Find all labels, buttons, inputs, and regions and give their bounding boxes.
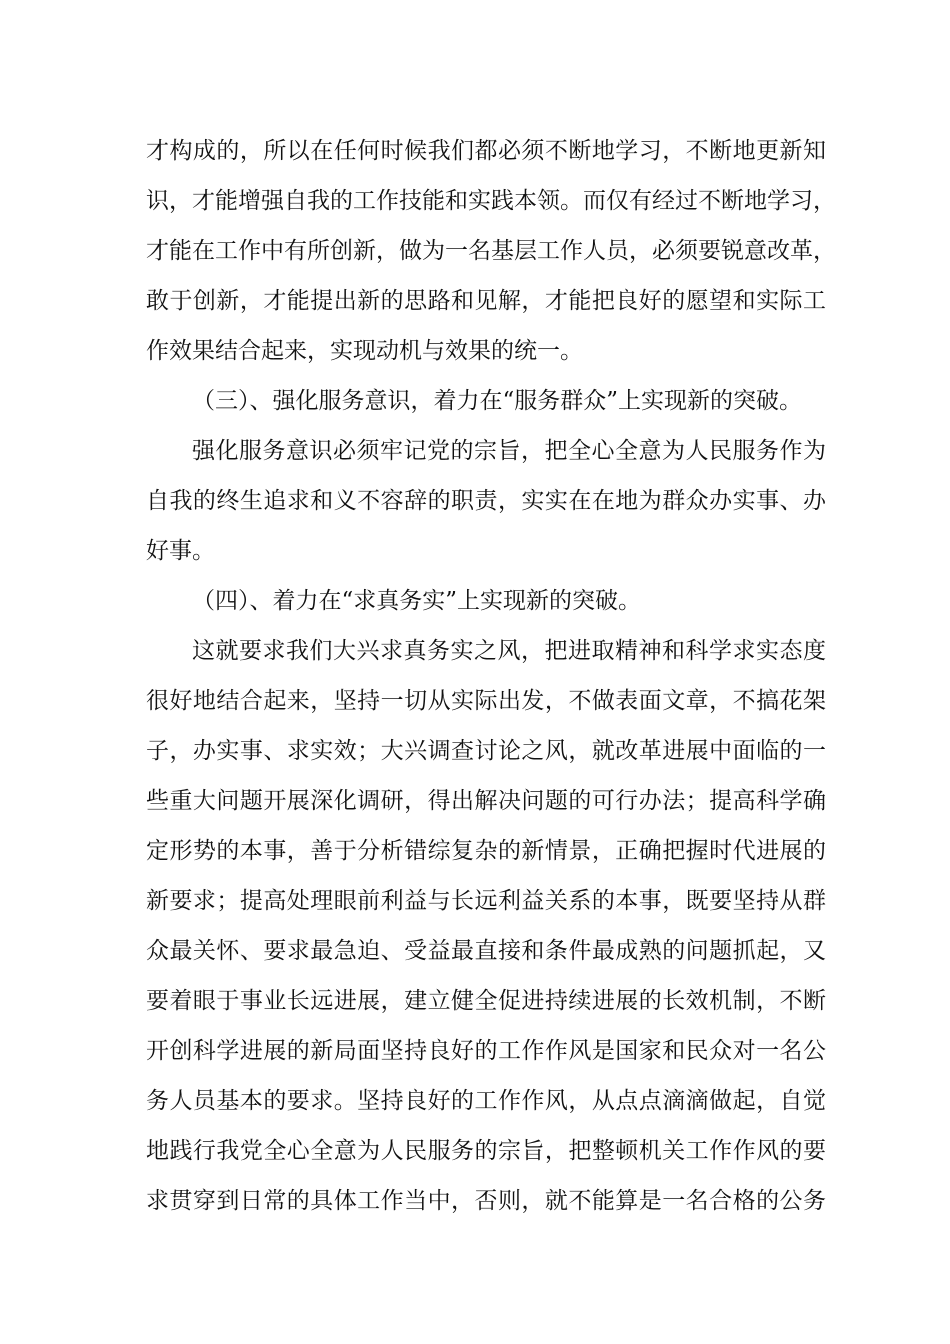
text-line: 务人员基本的要求。坚持良好的工作作风，从点点滴滴做起，自觉 bbox=[146, 1088, 826, 1114]
text-line: 识，才能增强自我的工作技能和实践本领。而仅有经过不断地学习， bbox=[146, 188, 836, 214]
text-line: 定形势的本事，善于分析错综复杂的新情景，正确把握时代进展的 bbox=[146, 838, 826, 864]
text-line: 些重大问题开展深化调研，得出解决问题的可行办法；提高科学确 bbox=[146, 788, 826, 814]
document-body bbox=[146, 126, 836, 1226]
text-line: 这就要求我们大兴求真务实之风，把进取精神和科学求实态度 bbox=[192, 638, 826, 664]
text-line: 强化服务意识必须牢记党的宗旨，把全心全意为人民服务作为 bbox=[192, 438, 826, 464]
section-heading: （三）、强化服务意识，着力在“服务群众”上实现新的突破。 bbox=[192, 388, 803, 414]
text-line: 子，办实事、求实效；大兴调查讨论之风，就改革进展中面临的一 bbox=[146, 738, 826, 764]
text-line: 新要求；提高处理眼前利益与长远利益关系的本事，既要坚持从群 bbox=[146, 888, 826, 914]
text-line: 作效果结合起来，实现动机与效果的统一。 bbox=[146, 338, 583, 364]
text-line: 地践行我党全心全意为人民服务的宗旨，把整顿机关工作作风的要 bbox=[146, 1138, 826, 1164]
text-line: 才构成的，所以在任何时候我们都必须不断地学习，不断地更新知 bbox=[146, 138, 826, 164]
text-line: 自我的终生追求和义不容辞的职责，实实在在地为群众办实事、办 bbox=[146, 488, 826, 514]
section-heading: （四）、着力在“求真务实”上实现新的突破。 bbox=[192, 588, 642, 614]
text-line: 众最关怀、要求最急迫、受益最直接和条件最成熟的问题抓起，又 bbox=[146, 938, 826, 964]
text-line: 开创科学进展的新局面坚持良好的工作作风是国家和民众对一名公 bbox=[146, 1038, 826, 1064]
text-line: 求贯穿到日常的具体工作当中，否则，就不能算是一名合格的公务 bbox=[146, 1188, 826, 1214]
text-line: 很好地结合起来，坚持一切从实际出发，不做表面文章，不搞花架 bbox=[146, 688, 826, 714]
text-line: 才能在工作中有所创新，做为一名基层工作人员，必须要锐意改革， bbox=[146, 238, 836, 264]
text-line: 敢于创新，才能提出新的思路和见解，才能把良好的愿望和实际工 bbox=[146, 288, 826, 314]
text-line: 好事。 bbox=[146, 538, 215, 564]
text-line: 要着眼于事业长远进展，建立健全促进持续进展的长效机制，不断 bbox=[146, 988, 826, 1014]
